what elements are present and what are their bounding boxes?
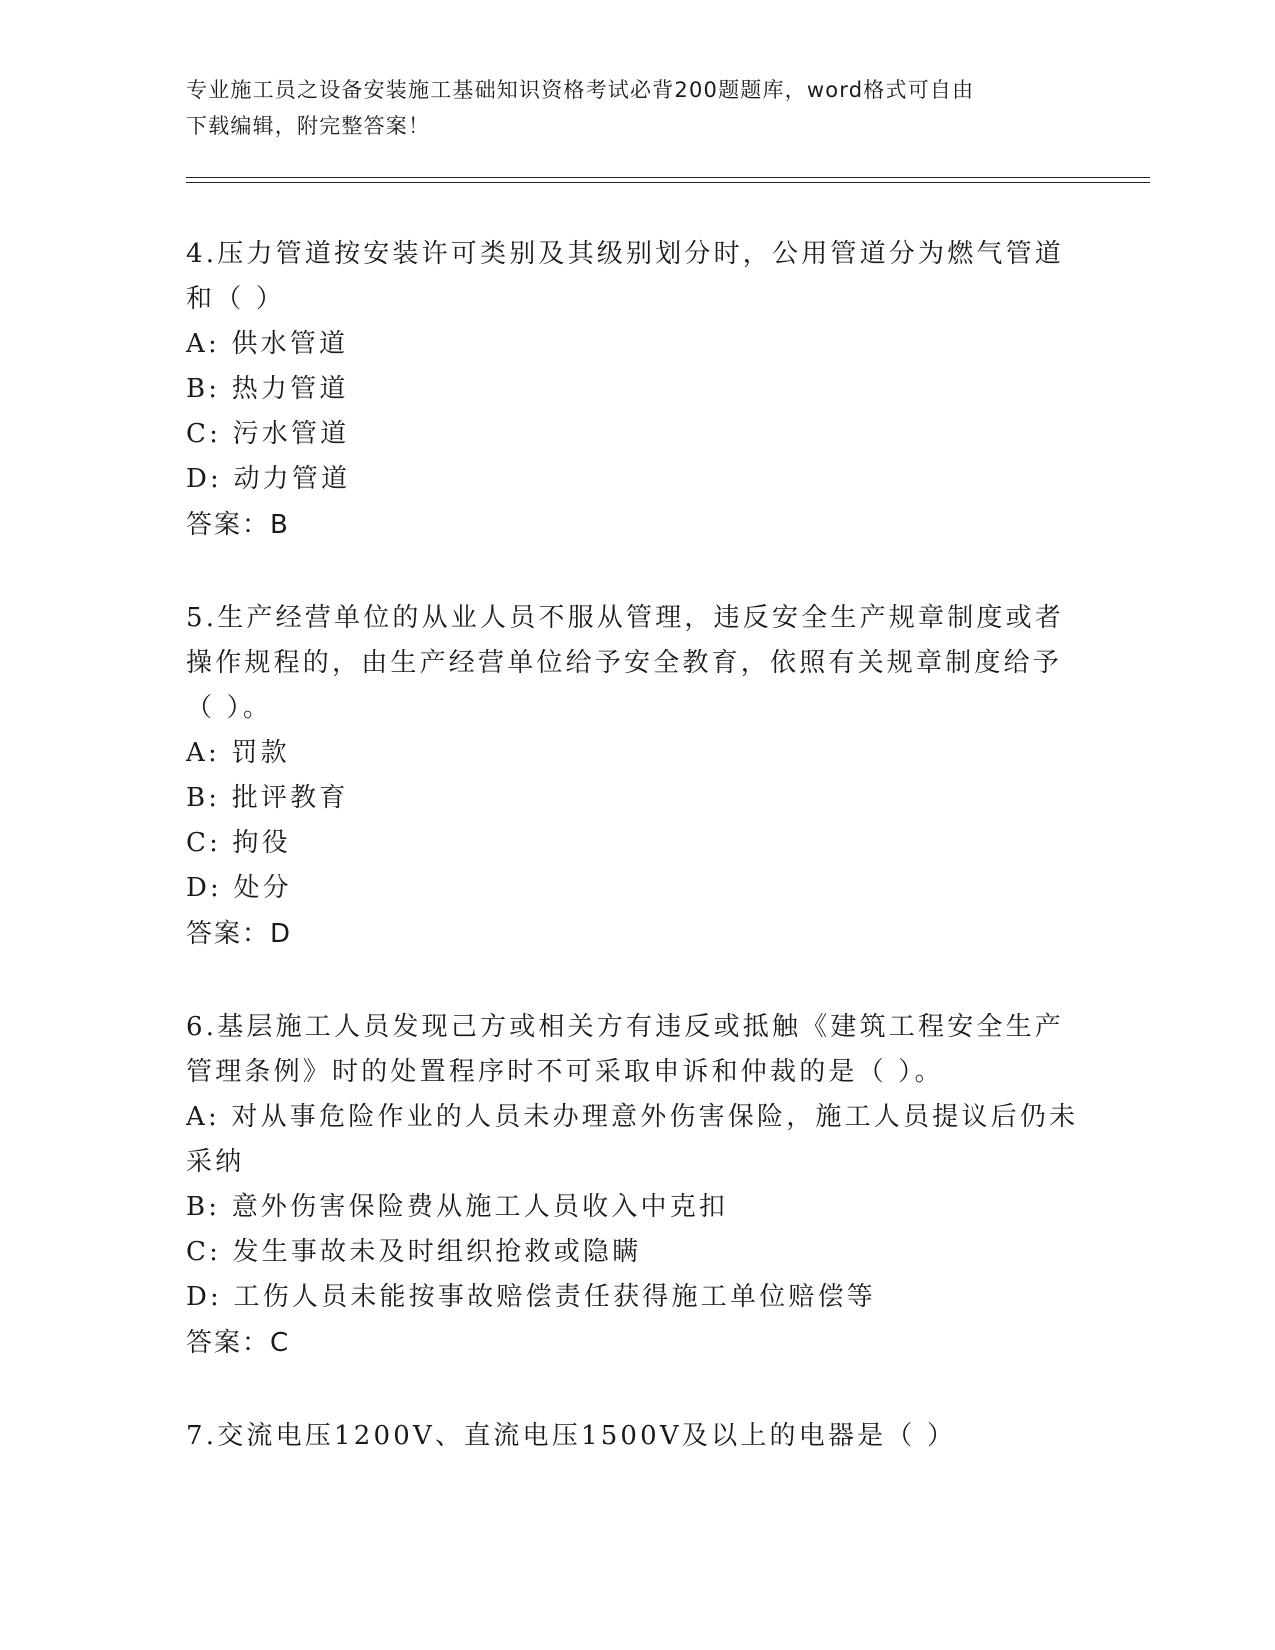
option-d: D: 动力管道 (186, 464, 351, 494)
header-divider-top (186, 177, 1150, 178)
stem-line: 和（ ） (186, 284, 286, 314)
answer-value: C (270, 1328, 290, 1358)
option-d: D: 处分 (186, 873, 292, 903)
question-stem (186, 596, 1086, 731)
stem-line: （ ）。 (186, 693, 273, 723)
option-c: C: 拘役 (186, 828, 291, 858)
document-header (186, 72, 1086, 144)
option-a: A: 供水管道 (186, 329, 349, 359)
answer-label: 答案： (186, 510, 271, 540)
option-b: B: 热力管道 (186, 374, 349, 404)
header-divider-bottom (186, 182, 1150, 183)
question-5 (186, 596, 1086, 958)
answer-value: D (270, 919, 292, 949)
option-a: A: 罚款 (186, 738, 290, 768)
option-a-continued: 采纳 (186, 1147, 245, 1177)
answer-label: 答案： (186, 919, 271, 949)
answer-value: B (270, 510, 290, 540)
answer-label: 答案： (186, 1328, 271, 1358)
option-b: B: 意外伤害保险费从施工人员收入中克扣 (186, 1192, 729, 1222)
answer-line (186, 911, 1086, 958)
question-7 (186, 1414, 1086, 1459)
question-list (186, 232, 1086, 1506)
question-stem (186, 232, 1086, 322)
stem-line: 4.压力管道按安装许可类别及其级别划分时，公用管道分为燃气管道 (186, 239, 1065, 269)
question-stem (186, 1005, 1086, 1095)
option-c: C: 发生事故未及时组织抢救或隐瞒 (186, 1237, 642, 1267)
answer-line (186, 502, 1086, 549)
option-a: A: 对从事危险作业的人员未办理意外伤害保险，施工人员提议后仍未 (186, 1102, 1079, 1132)
option-b: B: 批评教育 (186, 783, 349, 813)
header-line-1: 专业施工员之设备安装施工基础知识资格考试必背200题题库，word格式可自由 (186, 78, 975, 102)
question-4 (186, 232, 1086, 549)
stem-line: 5.生产经营单位的从业人员不服从管理，违反安全生产规章制度或者 (186, 603, 1065, 633)
stem-line: 操作规程的，由生产经营单位给予安全教育，依照有关规章制度给予 (186, 648, 1063, 678)
header-line-2: 下载编辑，附完整答案！ (186, 114, 431, 138)
option-d: D: 工伤人员未能按事故赔偿责任获得施工单位赔偿等 (186, 1282, 876, 1312)
stem-line: 管理条例》时的处置程序时不可采取申诉和仲裁的是（ ）。 (186, 1057, 944, 1087)
option-c: C: 污水管道 (186, 419, 350, 449)
question-stem (186, 1414, 1086, 1459)
stem-line: 6.基层施工人员发现己方或相关方有违反或抵触《建筑工程安全生产 (186, 1012, 1065, 1042)
answer-line (186, 1320, 1086, 1367)
stem-line: 7.交流电压1200V、直流电压1500V及以上的电器是（ ） (186, 1421, 957, 1451)
question-6 (186, 1005, 1086, 1367)
